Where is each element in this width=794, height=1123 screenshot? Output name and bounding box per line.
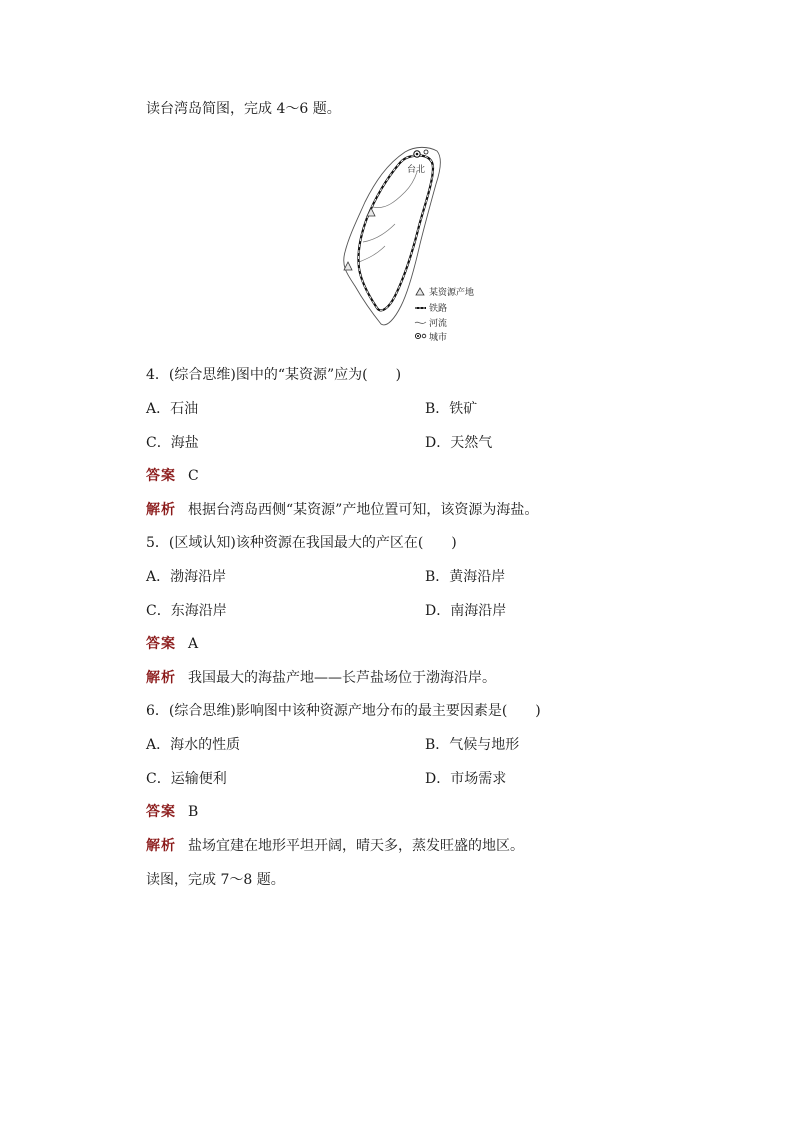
question-4-stem: 4．(综合思维)图中的“某资源”应为( ) [146, 367, 402, 383]
answer-value: A [188, 636, 199, 652]
answer-tag: 答案 [146, 804, 176, 820]
city-icon [424, 150, 428, 154]
legend-triangle-icon [416, 288, 424, 295]
analysis-text: 盐场宜建在地形平坦开阔，晴天多，蒸发旺盛的地区。 [188, 838, 524, 854]
question-6-stem: 6．(综合思维)影响图中该种资源产地分布的最主要因素是( ) [146, 703, 541, 719]
q6-answer [146, 802, 198, 822]
analysis-tag: 解析 [146, 838, 176, 854]
q6-option-b: B．气候与地形 [425, 737, 520, 753]
q5-option-d: D．南海沿岸 [425, 603, 507, 619]
q5-analysis [146, 668, 496, 688]
q6-option-d: D．市场需求 [425, 771, 507, 787]
q4-option-c: C．海盐 [146, 435, 199, 451]
taiwan-map [333, 142, 493, 347]
q6-option-a: A．海水的性质 [146, 737, 241, 753]
answer-value: C [188, 468, 199, 484]
q5-option-a: A．渤海沿岸 [146, 569, 227, 585]
city-label-taipei: 台北 [407, 165, 426, 175]
answer-tag: 答案 [146, 468, 176, 484]
q6-option-c: C．运输便利 [146, 771, 227, 787]
q4-option-a: A．石油 [146, 401, 199, 417]
analysis-text: 根据台湾岛西侧“某资源”产地位置可知，该资源为海盐。 [188, 502, 539, 518]
legend-river: 河流 [429, 319, 448, 329]
analysis-tag: 解析 [146, 670, 176, 686]
analysis-tag: 解析 [146, 502, 176, 518]
q4-option-b: B．铁矿 [425, 401, 478, 417]
outro-text: 读图，完成 7～8 题。 [146, 872, 285, 888]
legend-railway: 铁路 [429, 304, 448, 314]
intro-text: 读台湾岛简图，完成 4～6 题。 [146, 101, 341, 117]
q4-analysis [146, 500, 538, 520]
legend-city: 城市 [429, 333, 448, 343]
q4-answer [146, 466, 199, 486]
legend-resource: 某资源产地 [429, 288, 475, 298]
q4-option-d: D．天然气 [425, 435, 493, 451]
q6-analysis [146, 836, 524, 856]
q5-answer [146, 634, 198, 654]
q5-option-c: C．东海沿岸 [146, 603, 227, 619]
q5-option-b: B．黄海沿岸 [425, 569, 506, 585]
analysis-text: 我国最大的海盐产地——长芦盐场位于渤海沿岸。 [188, 670, 496, 686]
answer-value: B [188, 804, 199, 820]
question-5-stem: 5．(区域认知)该种资源在我国最大的产区在( ) [146, 535, 457, 551]
answer-tag: 答案 [146, 636, 176, 652]
